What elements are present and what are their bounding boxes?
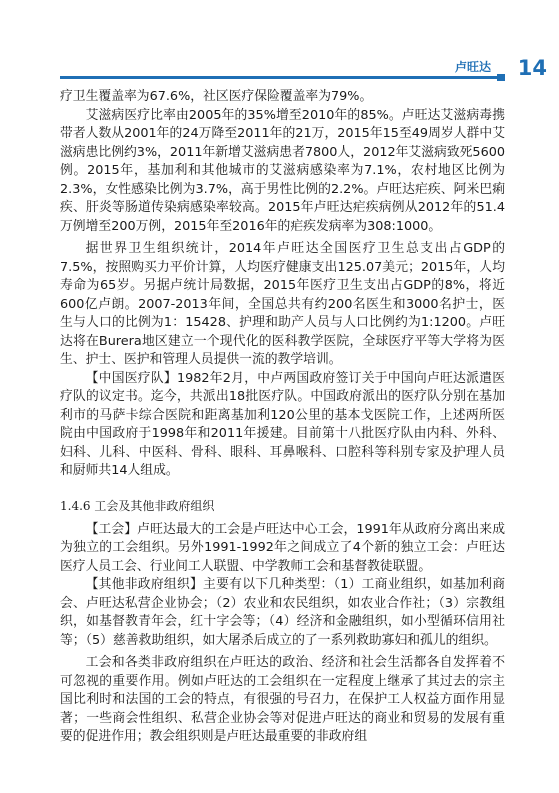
paragraph-who-stats: 据世界卫生组织统计，2014年卢旺达全国医疗卫生总支出占GDP的7.5%，按照购买力平价计算，人均医疗健康支出125.07美元；2015年，人均寿命为65岁。另据卢统计局数据，2015年医疗卫生支出占GDP的8%，将近600亿卢朗。2007-2013年间，全国总共有约200名医生和3000名护士，医生与人口的比例为1：15428、护理和助产人员与人口比例约为1:1200。卢旺达将在Burera地区建立一个现代化的医科教学医院，全球医疗平等大学将为医生、护士、医护和管理人员提供一流的教学培训。	[60, 241, 505, 367]
paragraph-china-medical-team: 【中国医疗队】1982年2月，中卢两国政府签订关于中国向卢旺达派遣医疗队的议定书。迄今，共派出18批医疗队。中国政府派出的医疗队分别在基加利市的马萨卡综合医院和距离基加利120公里的基本戈医院工作，上述两所医院由中国政府于1998年和2011年援建。目前第十八批医疗队由内科、外科、妇科、儿科、中医科、骨科、眼科、耳鼻喉科、口腔科等科别专家及护理人员和厨师共14人组成。	[60, 370, 505, 478]
paragraph-continued: 疗卫生覆盖率为67.6%，社区医疗保险覆盖率为79%。	[60, 89, 373, 104]
paragraph-aids: 艾滋病医疗比率由2005年的35%增至2010年的85%。卢旺达艾滋病毒携带者人数从2001年的24万降至2011年的21万，2015年15至49周岁人群中艾滋病患比例约3%，2011年新增艾滋病患者7800人，2012年艾滋病致死5600例。2015年，基加利和其他城市的艾滋病感染率为7.1%，农村地区比例为2.3%，女性感染比例为3.7%，高于男性比例的2.2%。卢旺达疟疾、阿米巴痢疾、肝炎等肠道传染病感染率较高。2015年卢旺达疟疾病例从2012年的51.4万例增至200万例，2015年至2016年的疟疾发病率为308:1000。	[60, 107, 505, 234]
paragraph-other-ngos: 【其他非政府组织】主要有以下几种类型：（1）工商业组织，如基加利商会、卢旺达私营企业协会；（2）农业和农民组织，如农业合作社；（3）宗教组织，如基督教青年会，红十字会等；（4）经济和金融组织，如小型循环信用社等；（5）慈善救助组织，如大屠杀后成立的了一系列救助寡妇和孤儿的组织。	[60, 577, 505, 648]
paragraph-ngo-roles: 工会和各类非政府组织在卢旺达的政治、经济和社会生活都各自发挥着不可忽视的重要作用。例如卢旺达的工会组织在一定程度上继承了其过去的宗主国比利时和法国的工会的特点，有很强的号召力，在保护工人权益方面作用显著；一些商会性组织、私营企业协会等对促进卢旺达的商业和贸易的发展有重要的促进作用；教会组织则是卢旺达最重要的非政府组	[60, 655, 505, 744]
paragraph-unions: 【工会】卢旺达最大的工会是卢旺达中心工会，1991年从政府分离出来成为独立的工会组织。另外1991-1992年之间成立了4个新的独立工会：卢旺达医疗人员工会、行业间工人联盟、中学教师工会和基督教徒联盟。	[60, 521, 505, 574]
page-body	[60, 88, 505, 747]
section-heading: 1.4.6 工会及其他非政府组织	[60, 498, 215, 513]
header-title: 卢旺达	[454, 60, 491, 74]
header-accent-mark	[497, 74, 505, 81]
header-rule	[60, 76, 497, 79]
page-number: 14	[517, 56, 547, 80]
